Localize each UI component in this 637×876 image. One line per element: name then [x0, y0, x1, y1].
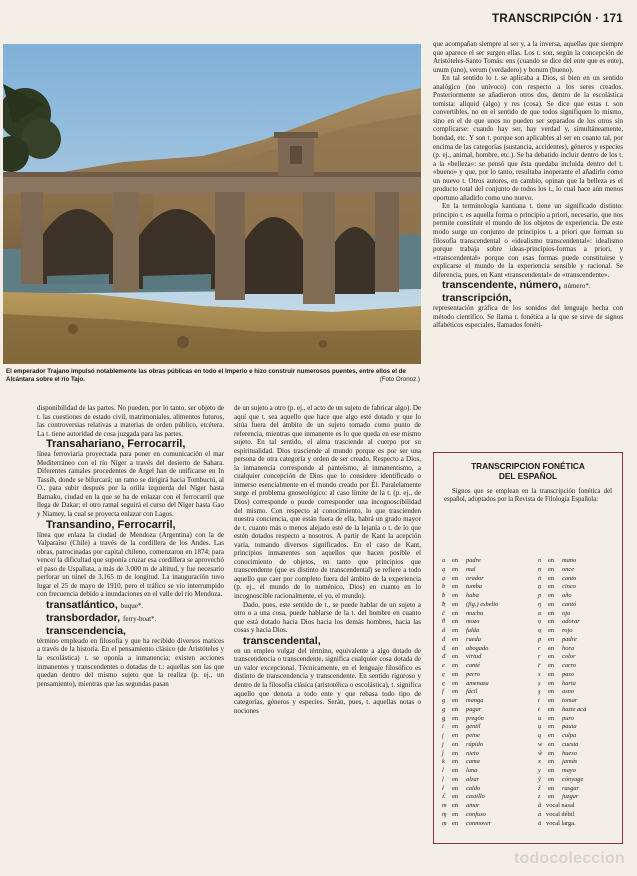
phonetic-symbol: ọ — [538, 618, 542, 626]
col3-paragraph: En tal sentido lo t. se aplicaba a Dios, si bien en un sentido analógico (no unívoco) con respecto a los seres creados. Posteriormente se añadieron otros dos, dentro de la escolástica tomista: aliquid (algo) y res (cosa). Se dice que estas t. son convertibles, no en el sentido de que todos signifiquen lo mismo, sino en el de que unos no pueden ser separados de los otros sin complicarse: cuando hay ser, hay verdad y, simultáneamente, bondad, etc. Y son t. porque son aplicables al ser en cuanto tal, por encima de las categorías (sustancia, accidentes), géneros y especies (p. ej., animal, hombre, etc.). Se ha debatido incluir dentro de los t. a la «belleza»: se pensó que ésta quedaba incluida dentro del t. «bueno» y que, por lo tanto, resultaba inoperante el añadirlo como un nuevo t. Otros autores, en cambio, opinan que la belleza es el producto total del conjunto de todos los t., lo cual hace aún menos oportuno añadirlo como uno nuevo. — [433, 74, 623, 202]
phonetic-example: conmover — [466, 819, 492, 827]
phonetic-row — [442, 671, 480, 680]
phonetic-example: vocal débil — [546, 810, 575, 818]
phonetic-symbol: θ — [442, 618, 446, 626]
phonetic-row — [538, 697, 577, 706]
phonetic-prep: en — [452, 644, 459, 652]
phonetic-symbol: ŷ — [538, 775, 541, 783]
phonetic-row — [538, 776, 583, 785]
phonetic-row — [442, 583, 482, 592]
phonetic-symbol: đ̣ — [442, 644, 446, 652]
phonetic-prep: en — [452, 802, 459, 809]
phonetic-example: vocal larga. — [546, 819, 576, 827]
phonetic-row — [538, 706, 586, 715]
phonetic-example: color — [562, 653, 576, 661]
phonetic-symbol: r̄ — [538, 662, 541, 669]
phonetic-symbol: l — [442, 767, 444, 774]
phonetic-symbol: ş — [538, 688, 541, 696]
entry-title: transcripción, — [442, 292, 512, 305]
phonetic-prep: en — [452, 635, 459, 643]
phonetic-symbol: ṛ — [538, 653, 541, 661]
box-intro: Signos que se emplean en la transcripción fonética del español, adoptados por la Revista de Filología Española: — [444, 488, 612, 504]
phonetic-example: virtud — [466, 653, 482, 661]
phonetic-example: rápido — [466, 740, 484, 748]
entry-title: transbordador, — [46, 611, 121, 624]
phonetic-symbol: ạ — [442, 574, 446, 582]
phonetic-row — [442, 688, 477, 697]
phonetic-symbol: j — [442, 740, 444, 748]
phonetic-example: confuso — [466, 810, 486, 818]
bridge-illustration — [3, 44, 421, 364]
phonetic-example: pagar — [466, 705, 482, 713]
phonetic-symbol: a — [442, 557, 446, 564]
entry-heading — [433, 279, 623, 292]
col2-paragraph: Dado, pues, este sentido de t., se puede hablar de un sujeto a otro o a una cosa, puede hablarse de la t. del hombre en cuanto que está dotado hacia Dios hacia los demás hombres, hacia las cosas y hacia Dios. — [234, 600, 421, 635]
phonetic-example: amenaza — [466, 679, 489, 687]
phonetic-row — [538, 592, 572, 601]
phonetic-row — [442, 575, 484, 584]
phonetic-example: tomar — [562, 697, 578, 704]
phonetic-symbol: ĵ — [442, 749, 444, 757]
phonetic-symbol: ṇ — [538, 565, 542, 573]
phonetic-example: rueda — [466, 635, 481, 643]
phonetic-symbol: ų — [538, 732, 542, 739]
phonetic-symbol: ƀ — [442, 592, 446, 599]
phonetic-example: mozo — [466, 618, 480, 626]
phonetic-prep: en — [548, 635, 555, 643]
phonetic-example: hazte acá — [562, 705, 587, 713]
phonetic-row — [538, 732, 576, 741]
phonetic-row — [442, 610, 483, 619]
phonetic-symbol: ą — [442, 565, 446, 573]
phonetic-prep: en — [548, 583, 555, 591]
phonetic-example: culpa — [562, 732, 577, 739]
phonetic-prep: en — [452, 767, 459, 774]
entry-heading — [234, 635, 421, 647]
phonetic-example: carro — [562, 662, 576, 669]
phonetic-symbol: m — [442, 802, 447, 809]
phonetic-example: cinco — [562, 583, 576, 591]
entry-heading — [37, 599, 224, 612]
phonetic-symbol: ŧ — [538, 705, 540, 713]
phonetic-prep: en — [548, 705, 555, 713]
entry-heading — [37, 625, 224, 637]
phonetic-symbol: ʎ — [442, 793, 445, 801]
phonetic-row — [442, 802, 480, 811]
phonetic-row — [442, 566, 476, 575]
phonetic-symbol: u — [538, 714, 542, 722]
phonetic-row — [538, 820, 576, 829]
phonetic-example: pregón — [466, 714, 484, 722]
phonetic-symbol: ṣ — [538, 679, 541, 687]
entry-heading — [37, 612, 224, 625]
entry-title: Transandino, Ferrocarril, — [46, 518, 176, 531]
phonetic-prep: en — [548, 592, 555, 599]
phonetic-example: puro — [562, 714, 574, 722]
phonetic-prep: en — [452, 740, 459, 748]
phonetic-symbol: ḷ — [442, 775, 444, 783]
phonetic-example: asno — [562, 688, 575, 696]
phonetic-example: caldo — [466, 784, 481, 792]
column-1 — [37, 404, 224, 688]
entry-title: transcendente, número, — [442, 279, 562, 292]
phonetic-example: pauta — [562, 723, 577, 731]
entry-heading — [37, 438, 224, 450]
phonetic-prep: en — [452, 819, 459, 827]
phonetic-symbol: à — [538, 810, 542, 818]
phonetic-example: ojo — [562, 609, 571, 617]
phonetic-example: cama — [466, 758, 480, 766]
phonetic-example: mano — [562, 557, 577, 564]
phonetic-prep: en — [452, 653, 459, 661]
phonetic-example: gentil — [466, 723, 481, 731]
phonetic-symbol: e — [442, 662, 445, 669]
phonetic-row — [442, 601, 498, 610]
phonetic-symbol: x — [538, 758, 541, 766]
phonetic-symbol: ẹ̣ — [442, 679, 445, 687]
phonetic-row — [442, 741, 483, 750]
phonetic-prep: en — [548, 723, 555, 731]
phonetic-example: padre — [562, 635, 577, 643]
phonetic-row — [538, 671, 574, 680]
box-title-line1: TRANSCRIPCION FONÉTICA — [471, 461, 585, 471]
phonetic-row — [538, 750, 577, 759]
phonetic-symbol: ƀ̣ — [442, 600, 446, 608]
phonetic-symbol: ọ̣ — [538, 627, 542, 634]
phonetic-row — [538, 802, 575, 811]
phonetic-example: orador — [466, 574, 484, 582]
col3-paragraph: que acompañan siempre al ser y, a la inversa, aquellas que siempre que aparece el ser surgen ellas. Los t. son, según la concepción de Aristóteles-Santo Tomás: ens (cuando se dice del ente que es ente), unum (uno), verum (verdadero) y bonum (bueno). — [433, 40, 623, 74]
entry-heading — [433, 292, 623, 304]
phonetic-prep: en — [452, 574, 459, 582]
photo-caption — [6, 368, 420, 385]
phonetic-row — [538, 557, 576, 566]
phonetic-example: hora — [562, 644, 575, 652]
phonetic-row — [442, 776, 479, 785]
phonetic-row — [442, 750, 479, 759]
phonetic-row — [442, 723, 481, 732]
phonetic-prep: en — [548, 688, 555, 696]
phonetic-symbol: ụ — [538, 723, 542, 731]
phonetic-symbol: ŋ — [538, 600, 542, 608]
phonetic-example: juzgar — [562, 793, 579, 801]
phonetic-example: vocal nasal — [546, 802, 575, 809]
phonetic-example: haba — [466, 592, 479, 599]
phonetic-row — [442, 627, 479, 636]
phonetic-example: canté — [466, 662, 480, 669]
bridge-photo — [3, 44, 421, 364]
phonetic-example: cuesta — [562, 740, 579, 748]
phonetic-row — [538, 583, 576, 592]
phonetic-row — [442, 592, 479, 601]
phonetic-example: once — [562, 565, 575, 573]
phonetic-prep: en — [548, 644, 555, 652]
entry-crossref: buque*. — [120, 601, 144, 610]
phonetic-prep: en — [452, 705, 459, 713]
phonetic-prep: en — [548, 697, 555, 704]
phonetic-prep: en — [548, 732, 555, 739]
phonetic-symbol: r — [538, 644, 541, 652]
phonetic-symbol: ŵ — [538, 749, 543, 757]
phonetic-prep: en — [452, 732, 459, 739]
phonetic-prep: en — [548, 574, 555, 582]
phonetic-row — [442, 785, 480, 794]
phonetic-prep: en — [548, 627, 555, 634]
phonetic-example: rasgar — [562, 784, 580, 792]
entry-crossref: número*. — [563, 282, 591, 291]
phonetic-row — [538, 793, 578, 802]
phonetic-example: manga — [466, 697, 484, 704]
phonetic-prep: en — [452, 714, 459, 722]
phonetic-symbol: b — [442, 583, 446, 591]
phonetic-symbol: ɲ — [538, 592, 542, 599]
phonetic-row — [442, 636, 481, 645]
phonetic-example: amar — [466, 802, 480, 809]
phonetic-prep: en — [452, 557, 459, 564]
phonetic-row — [538, 566, 574, 575]
caption-text: El emperador Trajano impulsó notablemente las obras públicas en todo el Imperio e hizo construir numerosos puentes, entre ellos el de Alcántara sobre el río Tajo. — [6, 368, 406, 384]
phonetic-symbol: g — [442, 697, 446, 704]
phonetic-prep: en — [452, 609, 459, 617]
phonetic-prep: en — [548, 600, 555, 608]
phonetic-example: mayo — [562, 767, 576, 774]
phonetic-row — [538, 653, 576, 662]
phonetic-prep: en — [452, 600, 459, 608]
box-title-line2: DEL ESPAÑOL — [498, 471, 558, 481]
phonetic-prep: en — [548, 740, 555, 748]
phonetic-prep: en — [548, 714, 555, 722]
phonetic-example: abogado — [466, 644, 489, 652]
phonetic-example: mucho — [466, 609, 484, 617]
col3-paragraph: En la terminología kantiana t. tiene un significado distinto: principio t. es aquella forma o principio a priori, necesario, que nos permite constituir el mundo de los objetos de experiencia. De este modo surge un conjunto de principios t. a priori que forman su filosofía transcendental o «idealismo transcendental»: idealismo porque trabaja sobre ideas-principios-formas a priori, y «transcendental» porque con esas formas puede constituirse y explicarse el mundo de la experiencia sensible y racional. Se diferencia, pues, en Kant «transcendental» de «transcendente». — [433, 202, 623, 279]
entry-text: representación gráfica de los sonidos del lenguaje hecha con método científico. Se llama t. fonética a la que se sirve de signos alfabéticos especiales, llamados fonéti- — [433, 304, 623, 330]
phonetic-prep: en — [452, 670, 459, 678]
entry-text: línea ferroviaria proyectada para poner en comunicación el mar Mediterráneo con el río Níger a través del desierto de Sahara. Diferentes ramales procedentes de Argel han de unificarse en In Tassih, donde se bifurcará; un ramo se dirigirá hacia Tombuctú, al O., para subir después por la orilla izquierda del Níger hasta Bamako, ciudad en la que se ha de enlazar con el ferrocarril que llega de Dakar; el otro ramal seguirá el curso del Níger hasta Gao y Niamey, la cual se proyecta enlazar con Lagos. — [37, 450, 224, 519]
entry-text: línea que enlaza la ciudad de Mendoza (Argentina) con la de Valparaíso (Chile) a través de la cordillera de los Andes. Las obras, patrocinadas por capital chileno, comenzaron en 1874; para vencer la dificultad que suponía cruzar esa cordillera se aprovechó el paso de Uspallata, a más de 3.000 m de altitud, y fue necesario perforar un túnel de 3.165 m de longitud. La inauguración tuvo lugar el 25 de mayo de 1910, pero el tráfico se vio interrumpido con frecuencia debido a inundaciones en el valle del río Mendoza. — [37, 530, 224, 599]
phonetic-example: falda — [466, 627, 480, 634]
phonetic-prep: en — [548, 767, 555, 774]
phonetic-prep: en — [548, 749, 555, 757]
phonetic-prep: en — [452, 697, 459, 704]
phonetic-example: nieto — [466, 749, 479, 757]
watermark: todocoleccion — [513, 850, 625, 867]
phonetic-example: cónyuge — [562, 775, 584, 783]
phonetic-symbol: ǥ̣ — [442, 714, 446, 722]
phonetic-row — [442, 653, 481, 662]
phonetic-prep: en — [452, 627, 459, 634]
phonetic-prep: en — [452, 723, 459, 731]
phonetic-prep: en — [452, 618, 459, 626]
entry-heading — [37, 519, 224, 531]
phonetic-symbol: d — [442, 627, 446, 634]
entry-title: transatlántico, — [46, 598, 118, 611]
phonetic-symbol: o — [538, 609, 542, 617]
entry-text: en un empleo vulgar del término, equivalente a algo dotado de transcendencia o transcendente, significa cualquier cosa dotada de un valor excepcional. Técnicamente, en el lenguaje filosófico es distinto de transcendencia y transcendente. En sentido riguroso y dentro de la filosofía clásica (aristotélica o escolástica), t. significa aquello que denota a todo ente y que rebasa todo tipo de categorías, géneros y especies. Serán, pues, t. aquellas notas o nociones — [234, 646, 421, 715]
phonetic-prep: en — [548, 670, 555, 678]
phonetic-row — [442, 732, 480, 741]
phonetic-example: castillo — [466, 793, 485, 801]
phonetic-example: tumba — [466, 583, 482, 591]
phonetic-prep: en — [452, 749, 459, 757]
phonetic-example: lana — [466, 767, 478, 774]
phonetic-prep: en — [548, 609, 555, 617]
phonetic-prep: en — [452, 793, 459, 801]
phonetic-prep: en — [452, 565, 459, 573]
column-3 — [433, 40, 623, 330]
phonetic-row — [538, 662, 576, 671]
phonetic-row — [538, 645, 574, 654]
phonetic-row — [538, 767, 576, 776]
phonetic-symbol: p — [538, 635, 542, 643]
phonetic-prep: en — [452, 679, 459, 687]
entry-crossref: ferry-boat*. — [123, 614, 157, 623]
phonetic-symbol: į — [442, 732, 444, 739]
phonetic-example: padre — [466, 557, 481, 564]
phonetic-prep: en — [452, 592, 459, 599]
phonetic-row — [442, 697, 483, 706]
phonetic-prep: en — [452, 662, 459, 669]
entry-text: término empleado en filosofía y que ha recibido diversos matices a través de la historia. En el pensamiento clásico (de Aristóteles y la escolástica) t. se oponía a inmanencia; existen acciones inmanentes y transcendentes o dotadas de t.: aquellas son las que quedan dentro del mismo sujeto que la realiza (p. ej., un pensamiento), mientras que las segundas pasan — [37, 636, 224, 688]
phonetic-symbol: č — [442, 609, 445, 617]
phonetic-prep: en — [548, 784, 555, 792]
phonetic-row — [442, 820, 491, 829]
phonetic-symbol: đ — [442, 635, 446, 643]
phonetic-symbol: z — [538, 793, 541, 801]
phonetic-symbol: ẑ — [538, 784, 541, 792]
phonetic-prep: en — [452, 784, 459, 792]
box-title — [434, 461, 622, 481]
phonetic-row — [538, 811, 574, 820]
phonetic-symbol: i — [442, 723, 444, 731]
phonetic-prep: en — [452, 810, 459, 818]
phonetic-row — [442, 758, 480, 767]
photo-credit: (Foto Oronoz.) — [379, 376, 420, 384]
phonetic-row — [538, 601, 576, 610]
phonetic-table-box — [433, 452, 623, 844]
entry-title: transcendental, — [243, 634, 321, 647]
phonetic-example: alzar — [466, 775, 480, 783]
phonetic-example: rojo — [562, 627, 573, 634]
phonetic-symbol: ã — [538, 802, 542, 809]
phonetic-symbol: w — [538, 740, 543, 748]
phonetic-prep: en — [548, 679, 555, 687]
phonetic-symbol: ẹ — [442, 670, 445, 678]
phonetic-symbol: t — [538, 697, 540, 704]
phonetic-symbol: f — [442, 688, 444, 696]
phonetic-row — [442, 680, 489, 689]
phonetic-example: fácil — [466, 688, 478, 696]
phonetic-example: año — [562, 592, 572, 599]
phonetic-row — [538, 618, 580, 627]
phonetic-prep: en — [548, 565, 555, 573]
phonetic-example: perro — [466, 670, 480, 678]
phonetic-row — [538, 636, 577, 645]
phonetic-prep: en — [452, 758, 459, 766]
phonetic-symbol: đ̇ — [442, 653, 446, 661]
phonetic-example: harta — [562, 679, 576, 687]
phonetic-example: jamás — [562, 758, 578, 766]
phonetic-symbol: ṃ — [442, 819, 447, 827]
phonetic-prep: en — [548, 662, 555, 669]
phonetic-example: canto — [562, 574, 577, 582]
phonetic-row — [538, 627, 572, 636]
phonetic-row — [538, 575, 576, 584]
phonetic-prep: en — [548, 775, 555, 783]
phonetic-example: peine — [466, 732, 480, 739]
phonetic-row — [442, 662, 480, 671]
phonetic-row — [442, 793, 485, 802]
entry-title: Transahariano, Ferrocarril, — [46, 438, 186, 451]
phonetic-row — [538, 758, 577, 767]
phonetic-row — [538, 680, 576, 689]
phonetic-symbol: k — [442, 758, 445, 766]
phonetic-row — [442, 618, 480, 627]
phonetic-row — [538, 785, 579, 794]
phonetic-symbol: ł — [442, 784, 444, 792]
phonetic-example: adorar — [562, 618, 580, 626]
col2-paragraph: de un sujeto a otro (p. ej., el acto de un sujeto de fabricar algo). De aquí que t. sea aquello que hace que algo esté dotado y que lo sitúa fuera del ámbito de un sujeto tomado como punto de referencia, mientras que inmanente es lo que queda en ese mismo sujeto. En tal sentido, el alma trasciende al cuerpo por su espiritualidad. Dios trasciende al mundo porque es por ser una persona de otra categoría y orden de ser creado. Respecto a Dios, la inmanencia corresponde al panteísmo, al inmanentismo, a cualquier concepción de Dios que lo considere identificado o inmerso esencialmente en el mundo creado por Él. Paralelamente surge el problema gnoseológico: al caso límite de la t. (p. ej., de Dios) corresponde o puede corresponder una incognoscibilidad del mismo. Con respecto al conocimiento, lo que trascienden nuestra conciencia, que están fuera de ella, habrá un grado mayor de t. cuanto más o menos alejado esté de la lejanía o t. de lo que estén dotados respecto a nosotros. A partir de Kant la acepción varía, tomando diversos significados. En el caso de Kant, principios inmanentes son aquellos que hacen posible el conocimiento de objetos, en tanto que principios que transcendente (que es distinto de transcendental) se refiere a todo aquello que caer por completo fuera del ámbito de la experiencia (p. ej., el mundo de lo numénico, Dios) en cuanto en lo incognoscible racionalmente, el yo, el mundo). — [234, 404, 421, 601]
phonetic-symbol: ǥ — [442, 705, 446, 713]
phonetic-row — [538, 741, 578, 750]
phonetic-symbol: ɱ — [442, 810, 447, 818]
phonetic-prep: en — [548, 557, 555, 564]
phonetic-row — [442, 811, 486, 820]
phonetic-symbol: s — [538, 670, 541, 678]
phonetic-prep: en — [452, 688, 459, 696]
phonetic-symbol: ṉ — [538, 583, 542, 591]
running-header: TRANSCRIPCIÓN · 171 — [492, 13, 623, 25]
phonetic-prep: en — [452, 583, 459, 591]
phonetic-example: paso — [562, 670, 575, 678]
phonetic-prep: en — [548, 758, 555, 766]
phonetic-row — [442, 706, 481, 715]
phonetic-row — [538, 723, 577, 732]
phonetic-example: hueso — [562, 749, 577, 757]
phonetic-row — [538, 610, 570, 619]
entry-title: transcendencia, — [46, 624, 126, 637]
phonetic-prep: en — [548, 793, 555, 801]
col1-intro: disponibilidad de las partes. No pueden, por lo tanto, ser objeto de t. las cuestiones de estado civil, matrimoniales, alimentos futuros, las controversias relativas a materias de orden público, etcétera. La t. tiene autoridad de cosa juzgada para las partes. — [37, 404, 224, 438]
phonetic-symbol: y — [538, 767, 541, 774]
phonetic-example: cantó — [562, 600, 577, 608]
phonetic-row — [442, 715, 484, 724]
phonetic-row — [538, 688, 574, 697]
phonetic-symbol: ā — [538, 819, 542, 827]
phonetic-example: mal — [466, 565, 476, 573]
phonetic-row — [538, 715, 574, 724]
phonetic-row — [442, 767, 477, 776]
phonetic-row — [442, 557, 481, 566]
phonetic-prep: en — [548, 618, 555, 626]
phonetic-prep: en — [452, 775, 459, 783]
phonetic-example: (fig.) esbelto — [466, 600, 499, 608]
phonetic-symbol: ṅ — [538, 574, 542, 582]
phonetic-prep: en — [548, 653, 555, 661]
phonetic-symbol: n — [538, 557, 542, 564]
phonetic-row — [442, 645, 488, 654]
column-2 — [234, 404, 421, 715]
